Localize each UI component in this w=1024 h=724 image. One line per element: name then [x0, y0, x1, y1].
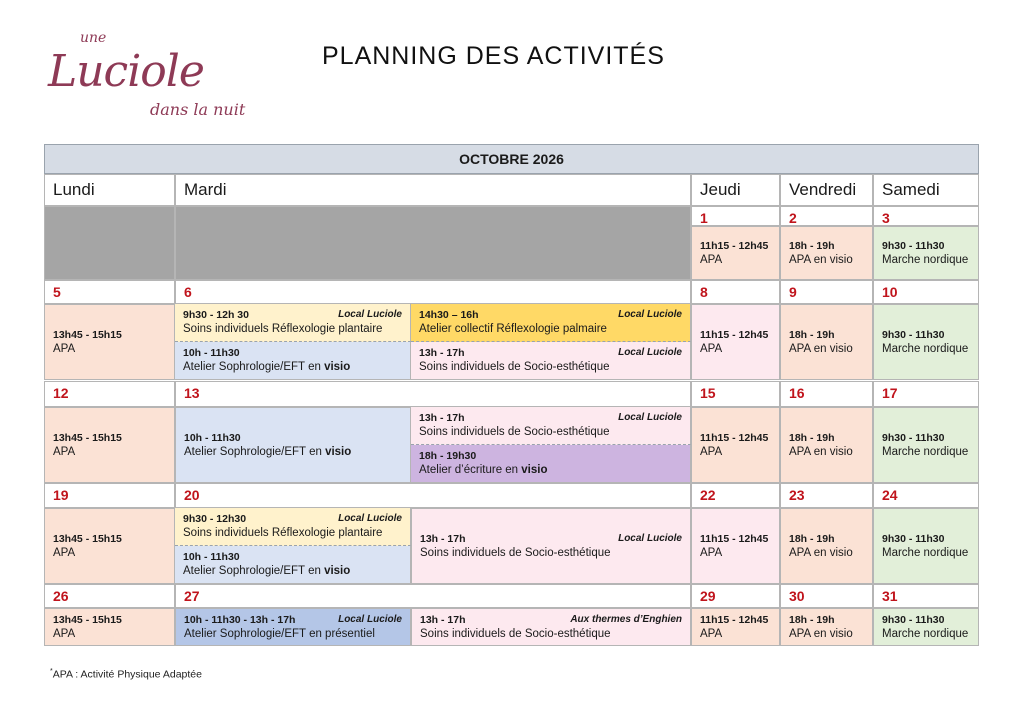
event-time: 9h30 - 12h 30: [183, 309, 249, 321]
event-label-bold: visio: [324, 361, 351, 373]
event-location: Local Luciole: [618, 533, 682, 544]
event-label-bold: visio: [324, 565, 351, 577]
day-header-vendredi: Vendredi: [780, 174, 873, 206]
event-label: Soins individuels de Socio-esthétique: [420, 547, 611, 559]
event-cell: [175, 342, 411, 380]
event-time: 10h - 11h30: [183, 347, 240, 359]
event-label: Atelier Sophrologie/EFT en présentiel: [184, 628, 375, 640]
event-time: 9h30 - 11h30: [882, 432, 945, 444]
event-cell: [411, 342, 691, 380]
footnote-mark: *: [50, 668, 53, 675]
event-time: 11h15 - 12h45: [700, 614, 769, 626]
event-label: Marche nordique: [882, 547, 969, 559]
day-number: 19: [44, 483, 175, 508]
logo-text-luciole: Luciole: [48, 46, 204, 97]
day-number: 16: [780, 381, 873, 407]
logo: [44, 30, 254, 122]
event-time: 13h45 - 15h15: [53, 432, 122, 444]
day-number: 23: [780, 483, 873, 508]
day-number: 10: [873, 280, 979, 304]
page-title: PLANNING DES ACTIVITÉS: [322, 42, 665, 70]
event-cell: [44, 508, 175, 584]
footnote-text: APA : Activité Physique Adaptée: [52, 668, 202, 681]
event-label: Atelier d’écriture en: [419, 464, 522, 476]
event-time: 9h30 - 12h30: [183, 513, 247, 525]
event-label: APA: [53, 446, 76, 458]
event-label: Soins individuels de Socio-esthétique: [420, 628, 611, 640]
event-location: Local Luciole: [338, 513, 402, 524]
day-number: 1: [691, 206, 780, 226]
day-number: 13: [175, 381, 691, 407]
event-label: APA: [53, 628, 76, 640]
day-number: 30: [780, 584, 873, 608]
event-time: 9h30 - 11h30: [882, 240, 945, 252]
event-label: APA en visio: [789, 254, 853, 266]
event-label: APA: [53, 547, 76, 559]
day-number: 29: [691, 584, 780, 608]
month-header: OCTOBRE 2026: [44, 144, 979, 174]
event-cell: [411, 445, 691, 483]
day-number: 17: [873, 381, 979, 407]
event-time: 9h30 - 11h30: [882, 329, 945, 341]
event-time: 13h45 - 15h15: [53, 614, 122, 626]
event-time: 13h - 17h: [420, 614, 466, 626]
day-header-mardi: Mardi: [175, 174, 691, 206]
event-cell: [175, 546, 411, 584]
event-label: Marche nordique: [882, 446, 969, 458]
day-header-jeudi: Jeudi: [691, 174, 780, 206]
event-cell: [780, 407, 873, 483]
event-label: APA en visio: [789, 343, 853, 355]
day-header-lundi: Lundi: [44, 174, 175, 206]
event-cell: [691, 226, 780, 280]
event-label-bold: visio: [325, 446, 352, 458]
event-label: APA: [53, 343, 76, 355]
logo-text-dans-la-nuit: dans la nuit: [150, 100, 246, 119]
event-location: Local Luciole: [618, 347, 682, 358]
logo-text-une: une: [80, 30, 107, 46]
event-cell: [175, 304, 411, 342]
event-time: 18h - 19h: [789, 240, 835, 252]
event-cell: [411, 304, 691, 342]
event-time: 13h45 - 15h15: [53, 533, 122, 545]
event-time: 13h - 17h: [419, 347, 465, 359]
day-number: 5: [44, 280, 175, 304]
day-number: 24: [873, 483, 979, 508]
event-cell: [691, 304, 780, 380]
event-label: Atelier Sophrologie/EFT en: [183, 361, 325, 373]
event-label: APA: [700, 547, 723, 559]
event-label: Atelier collectif Réflexologie palmaire: [419, 323, 607, 335]
day-number: 22: [691, 483, 780, 508]
event-time: 11h15 - 12h45: [700, 329, 769, 341]
event-time: 18h - 19h: [789, 614, 835, 626]
event-label: Soins individuels Réflexologie plantaire: [183, 527, 383, 539]
event-time: 11h15 - 12h45: [700, 432, 769, 444]
event-time: 9h30 - 11h30: [882, 533, 945, 545]
event-label: Marche nordique: [882, 628, 969, 640]
event-location: Aux thermes d’Enghien: [570, 614, 682, 625]
event-label: Soins individuels de Socio-esthétique: [419, 361, 610, 373]
day-number: 3: [873, 206, 979, 226]
event-label: Atelier Sophrologie/EFT en: [183, 565, 325, 577]
event-cell: [691, 407, 780, 483]
event-label: Marche nordique: [882, 343, 969, 355]
event-cell: [175, 407, 411, 483]
day-number: 31: [873, 584, 979, 608]
event-location: Local Luciole: [618, 412, 682, 423]
event-location: Local Luciole: [338, 309, 402, 320]
day-number: 26: [44, 584, 175, 608]
day-number: 2: [780, 206, 873, 226]
event-time: 10h - 11h30 - 13h - 17h: [184, 614, 296, 626]
footnote: [50, 668, 202, 681]
event-cell: [780, 226, 873, 280]
calendar-table: [44, 144, 979, 646]
event-cell: [873, 407, 979, 483]
event-label: APA en visio: [789, 547, 853, 559]
event-label: Soins individuels Réflexologie plantaire: [183, 323, 383, 335]
event-cell: [175, 608, 411, 646]
event-label: APA: [700, 254, 723, 266]
event-label: APA: [700, 343, 723, 355]
day-header-samedi: Samedi: [873, 174, 979, 206]
event-cell: [780, 508, 873, 584]
event-cell: [44, 407, 175, 483]
event-time: 11h15 - 12h45: [700, 533, 769, 545]
event-time: 18h - 19h: [789, 533, 835, 545]
event-label: Soins individuels de Socio-esthétique: [419, 426, 610, 438]
event-time: 13h45 - 15h15: [53, 329, 122, 341]
event-cell: [411, 508, 691, 584]
event-cell: [780, 608, 873, 646]
day-number: 8: [691, 280, 780, 304]
event-cell: [44, 304, 175, 380]
event-cell: [873, 304, 979, 380]
event-time: 18h - 19h: [789, 329, 835, 341]
event-time: 18h - 19h30: [419, 450, 477, 462]
event-time: 11h15 - 12h45: [700, 240, 769, 252]
event-cell: [780, 304, 873, 380]
event-time: 18h - 19h: [789, 432, 835, 444]
event-cell: [411, 407, 691, 445]
event-time: 10h - 11h30: [184, 432, 241, 444]
event-location: Local Luciole: [618, 309, 682, 320]
day-number: 20: [175, 483, 691, 508]
event-cell: [873, 508, 979, 584]
event-cell: [44, 608, 175, 646]
event-label: Atelier Sophrologie/EFT en: [184, 446, 326, 458]
event-cell: [175, 508, 411, 546]
event-label: APA en visio: [789, 628, 853, 640]
empty-cell: [44, 206, 175, 280]
event-label: APA: [700, 628, 723, 640]
day-number: 9: [780, 280, 873, 304]
event-cell: [411, 608, 691, 646]
day-number: 15: [691, 381, 780, 407]
event-time: 14h30 – 16h: [419, 309, 479, 321]
event-cell: [691, 608, 780, 646]
event-label-bold: visio: [521, 464, 548, 476]
event-cell: [873, 608, 979, 646]
event-time: 10h - 11h30: [183, 551, 240, 563]
event-time: 9h30 - 11h30: [882, 614, 945, 626]
day-number: 27: [175, 584, 691, 608]
day-number: 6: [175, 280, 691, 304]
event-cell: [873, 226, 979, 280]
empty-cell: [175, 206, 691, 280]
event-time: 13h - 17h: [419, 412, 465, 424]
event-cell: [691, 508, 780, 584]
event-label: APA: [700, 446, 723, 458]
event-label: Marche nordique: [882, 254, 969, 266]
event-time: 13h - 17h: [420, 533, 466, 545]
event-location: Local Luciole: [338, 614, 402, 625]
event-label: APA en visio: [789, 446, 853, 458]
day-number: 12: [44, 381, 175, 407]
